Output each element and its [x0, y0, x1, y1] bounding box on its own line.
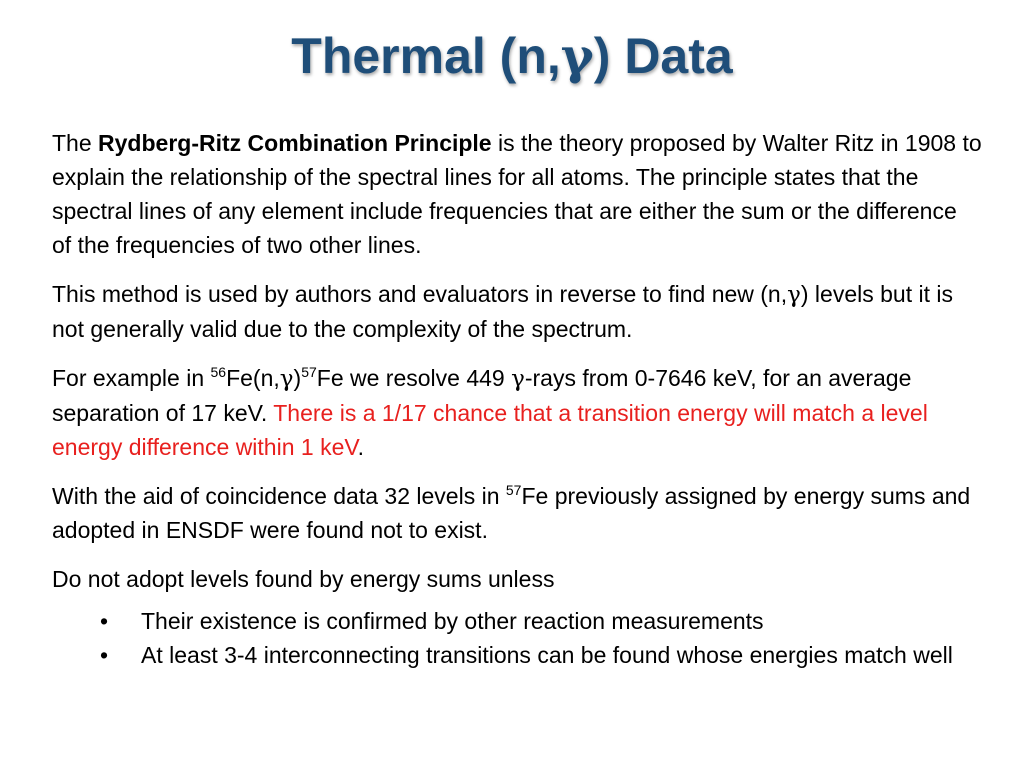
- p3-gamma-symbol-1: γ: [279, 366, 294, 392]
- p3-part-e: -rays from 0-7646 keV, for an average separation of 17 keV.: [52, 365, 912, 426]
- p3-end: .: [357, 434, 364, 460]
- bullet-list: [52, 604, 982, 672]
- slide-title: [0, 26, 1024, 85]
- bullet-item: [100, 604, 982, 638]
- p2-gamma-symbol: γ: [787, 282, 801, 308]
- p3-part-b: Fe(n,: [226, 365, 280, 391]
- bullet-icon: •: [100, 608, 109, 634]
- p1-rest: is the theory proposed by Walter Ritz in 1908 to explain the relationship of the spectral lines for all atoms. The principle states that the spectral lines of any element include frequencies that are either the sum or the difference of the frequencies of two other lines.: [52, 130, 982, 258]
- p4-part-a: With the aid of coincidence data 32 levels in: [52, 483, 506, 509]
- p3-highlight-text: There is a 1/17 chance that a transition energy will match a level energy difference within 1 keV: [52, 400, 928, 460]
- p3-superscript-57: 57: [301, 364, 317, 380]
- title-suffix: ) Data: [593, 28, 733, 84]
- p1-bold-term: Rydberg-Ritz Combination Principle: [98, 130, 492, 156]
- p1-lead: The: [52, 130, 99, 156]
- slide-body: [52, 126, 982, 672]
- bullet-item: [100, 638, 982, 672]
- p3-superscript-56: 56: [210, 364, 227, 380]
- p2-part-a: This method is used by authors and evaluators in reverse to find new (n,: [52, 281, 788, 307]
- bullet-text: Their existence is confirmed by other reaction measurements: [141, 608, 764, 634]
- p4-superscript-57: 57: [505, 482, 522, 498]
- p4-part-b: Fe previously assigned by energy sums and adopted in ENSDF were found not to exist.: [52, 483, 971, 543]
- paragraph-advice: Do not adopt levels found by energy sums unless: [52, 566, 555, 592]
- paragraph-coincidence: [52, 479, 982, 547]
- p3-part-a: For example in: [52, 365, 211, 391]
- title-gamma-symbol: γ: [560, 26, 594, 85]
- bullet-icon: •: [100, 642, 109, 668]
- p3-part-d: Fe we resolve 449: [316, 365, 512, 391]
- p3-part-c: ): [293, 365, 302, 391]
- title-prefix: Thermal (n,: [291, 28, 561, 84]
- paragraph-example: [52, 361, 982, 464]
- bullet-text: At least 3-4 interconnecting transitions can be found whose energies match well: [141, 642, 953, 668]
- paragraph-rydberg-ritz: [52, 126, 982, 262]
- paragraph-method: [52, 277, 982, 346]
- p2-part-b: ) levels but it is not generally valid due to the complexity of the spectrum.: [52, 281, 953, 342]
- p3-gamma-symbol-2: γ: [511, 366, 525, 392]
